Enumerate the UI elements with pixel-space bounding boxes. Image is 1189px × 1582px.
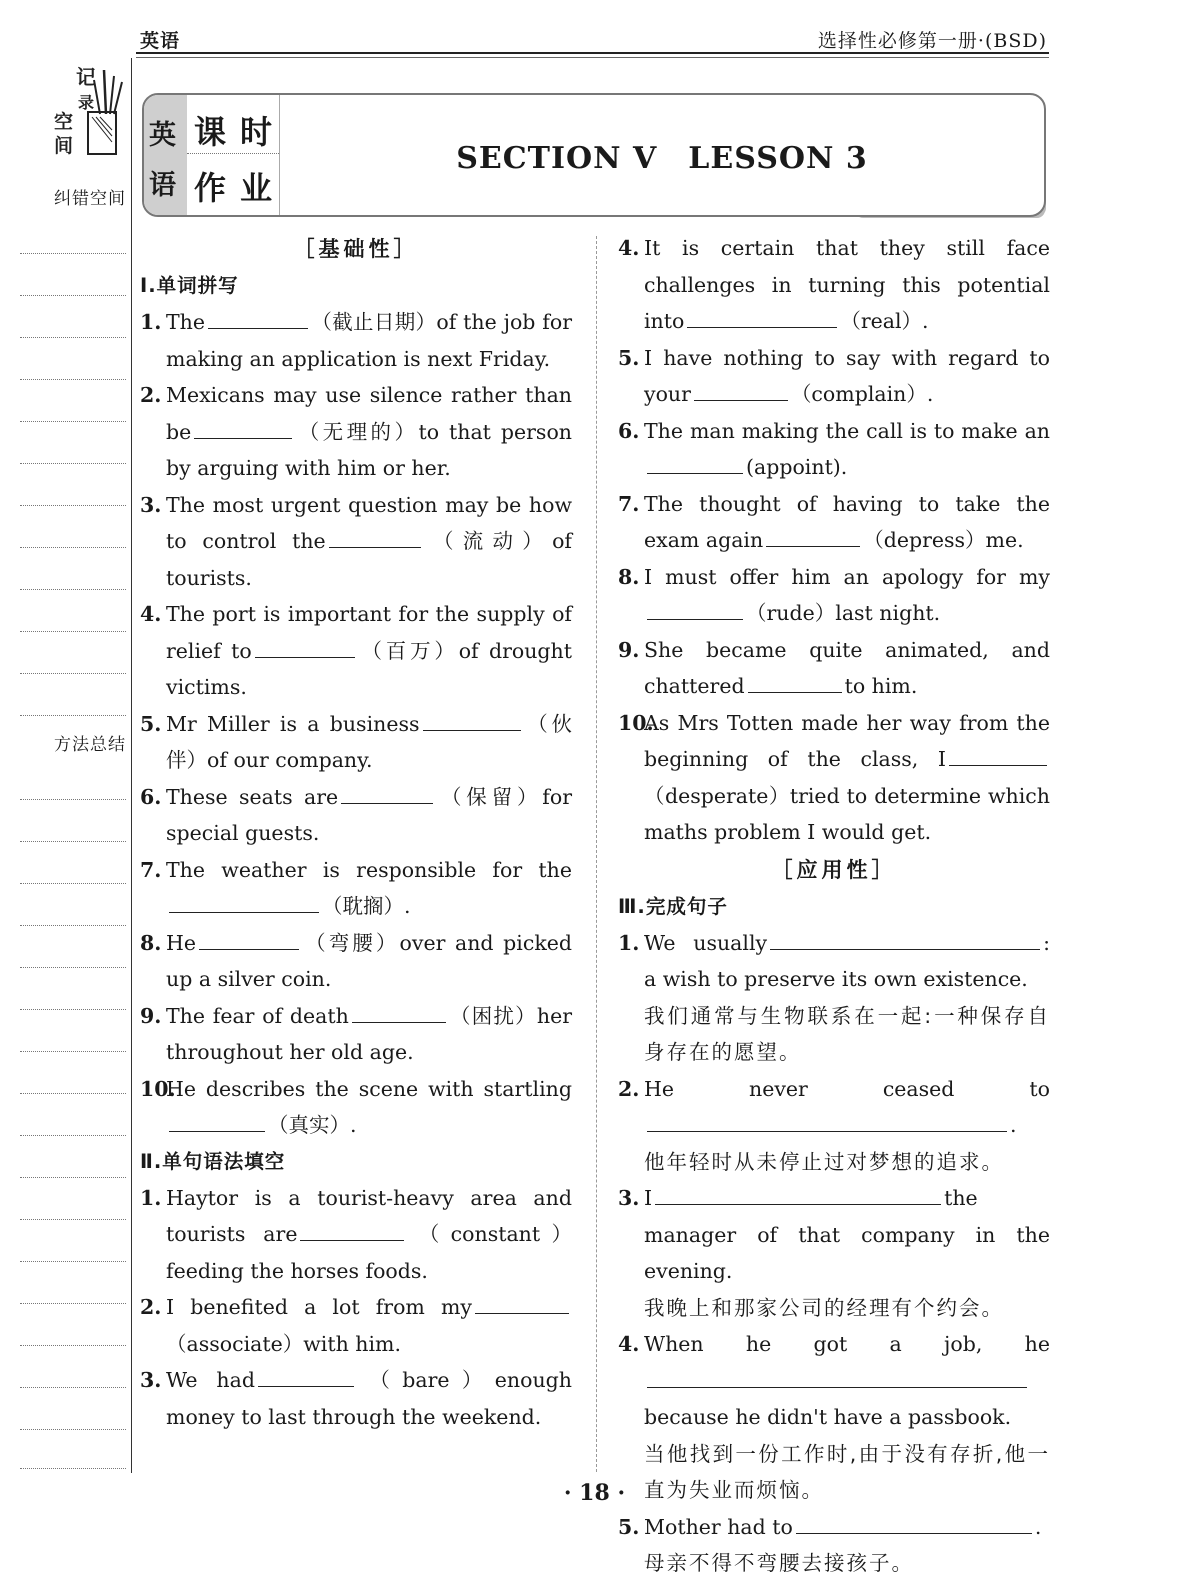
answer-blank[interactable] <box>208 308 308 329</box>
svg-text:记: 记 <box>76 65 96 89</box>
svg-text:间: 间 <box>54 135 74 157</box>
answer-blank[interactable] <box>694 380 788 401</box>
part-heading-sentences: Ⅲ.完成句子 <box>618 894 728 918</box>
item-text-before: When he got a job, he <box>644 1332 1050 1356</box>
chinese-translation: 我晚上和那家公司的经理有个约会。 <box>644 1295 1004 1320</box>
answer-blank[interactable] <box>655 1184 941 1205</box>
header-subject: 英语 <box>140 30 181 52</box>
answer-blank[interactable] <box>647 1111 1007 1132</box>
exercise-item <box>140 1071 572 1144</box>
item-text-after: （保留）for special guests. <box>166 784 572 845</box>
item-number: 1. <box>140 1185 162 1210</box>
chinese-translation: 他年轻时从未停止过对梦想的追求。 <box>644 1149 1004 1174</box>
part-heading-grammar: Ⅱ.单句语法填空 <box>140 1149 286 1173</box>
item-text-before: He <box>166 930 197 955</box>
answer-blank[interactable] <box>647 599 743 620</box>
item-number: 2. <box>618 1076 640 1101</box>
left-column <box>140 230 572 1435</box>
item-text-before: Haytor is a tourist-heavy area and tourists are <box>166 1185 572 1246</box>
exercise-item <box>140 706 572 779</box>
item-text-before: I must offer him an apology for my <box>644 564 1050 589</box>
exercise-item <box>140 377 572 487</box>
exercise-item <box>618 340 1050 413</box>
answer-blank[interactable] <box>949 745 1047 766</box>
sidebar-label-error-correction: 纠错空间 <box>54 189 126 209</box>
item-number: 8. <box>140 930 162 955</box>
svg-text:空: 空 <box>54 111 74 133</box>
answer-blank[interactable] <box>300 1220 404 1241</box>
item-number: 2. <box>140 1295 162 1319</box>
item-text-after: . <box>1034 1514 1042 1539</box>
exercise-item <box>618 632 1050 705</box>
grammar-exercise-list-continued <box>618 230 1050 851</box>
item-text-before: Mother had to <box>644 1514 793 1539</box>
grammar-exercise-list <box>140 1180 572 1436</box>
item-text-before: He never ceased to <box>644 1076 1050 1101</box>
answer-blank[interactable] <box>199 929 299 950</box>
item-text-before: The port is important for the supply of relief to <box>166 602 572 663</box>
answer-blank[interactable] <box>194 418 292 439</box>
item-text-before: The most urgent question may be how to control the <box>166 492 572 553</box>
item-text-after: （无理的）to that person by arguing with him or her. <box>166 419 572 480</box>
item-text-before: We had <box>166 1368 255 1392</box>
item-number: 9. <box>140 1003 162 1028</box>
item-number: 6. <box>618 418 640 443</box>
item-text-after: （耽搁）. <box>322 894 411 918</box>
item-text-after: （bare）enough money to last through the weekend. <box>166 1368 572 1429</box>
answer-blank[interactable] <box>352 1002 446 1023</box>
part-heading-spelling: Ⅰ.单词拼写 <box>140 274 239 297</box>
banner-divider <box>187 153 279 154</box>
answer-blank[interactable] <box>169 892 319 913</box>
item-number: 1. <box>140 310 162 334</box>
item-number: 3. <box>140 492 162 517</box>
answer-blank[interactable] <box>329 527 421 548</box>
exercise-item <box>618 925 1050 1071</box>
item-text-before: I <box>644 1186 653 1210</box>
item-number: 10. <box>140 1076 176 1101</box>
exercise-item <box>618 705 1050 851</box>
exercise-item <box>618 1509 1050 1582</box>
item-text-after: (appoint). <box>746 455 848 479</box>
spelling-exercise-list <box>140 304 572 1144</box>
item-text-before: The man making the call is to make an <box>644 418 1050 443</box>
banner-word-top: 课时 <box>194 113 287 151</box>
banner-word-bottom: 作业 <box>194 169 287 207</box>
banner-tag-top: 英 <box>149 120 176 151</box>
item-text-after: the manager of that company in the evening. <box>644 1186 1050 1283</box>
item-text-before: It is certain that they still face challenges in turning this potential into <box>644 236 1050 333</box>
chinese-translation: 当他找到一份工作时,由于没有存折,他一直为失业而烦恼。 <box>644 1441 1050 1502</box>
item-text-after: （截止日期）of the job for making an application is next Friday. <box>166 310 572 371</box>
item-text-after: （弯腰）over and picked up a silver coin. <box>166 930 572 991</box>
answer-blank[interactable] <box>423 710 521 731</box>
item-number: 4. <box>618 1332 640 1356</box>
item-text-before: Mexicans may use silence rather than be <box>166 383 572 444</box>
item-text-after: （depress）me. <box>863 528 1024 552</box>
item-number: 4. <box>140 602 162 626</box>
exercise-item <box>140 596 572 706</box>
item-text-before: The weather is responsible for the <box>166 857 572 882</box>
item-text-after: because he didn't have a passbook. <box>644 1405 1012 1429</box>
exercise-item <box>140 925 572 998</box>
item-number: 7. <box>618 491 640 516</box>
answer-blank[interactable] <box>687 307 837 328</box>
answer-blank[interactable] <box>341 783 433 804</box>
lesson-banner <box>142 93 1046 217</box>
exercise-item <box>140 1362 572 1435</box>
item-text-after: : a wish to preserve its own existence. <box>644 930 1050 991</box>
answer-blank[interactable] <box>258 1366 354 1387</box>
section-heading-apply: ［应用性］ <box>771 857 897 882</box>
item-text-before: As Mrs Totten made her way from the beginning of the class, I <box>644 710 1050 771</box>
exercise-item <box>140 998 572 1071</box>
item-text-after: （constant）feeding the horses foods. <box>166 1222 572 1283</box>
column-divider <box>596 236 597 1472</box>
item-text-before: The <box>166 310 206 334</box>
item-text-after: . <box>1010 1113 1017 1137</box>
svg-text:录: 录 <box>78 93 95 112</box>
exercise-item <box>618 413 1050 486</box>
exercise-item <box>140 487 572 597</box>
item-text-after: （困扰）her throughout her old age. <box>166 1003 572 1064</box>
page-title: SECTION Ⅴ LESSON 3 <box>456 141 868 176</box>
item-text-after: （真实）. <box>268 1113 357 1137</box>
item-text-after: （流动）of tourists. <box>166 529 572 590</box>
item-text-after: （rude）last night. <box>746 601 941 625</box>
answer-blank[interactable] <box>647 453 743 474</box>
answer-blank[interactable] <box>475 1293 569 1314</box>
answer-blank[interactable] <box>169 1111 265 1132</box>
exercise-item <box>140 1180 572 1290</box>
answer-blank[interactable] <box>255 637 355 658</box>
item-text-after: （伙伴）of our company. <box>166 711 573 772</box>
item-number: 5. <box>618 1514 640 1539</box>
item-text-after: （百万）of drought victims. <box>166 638 572 699</box>
exercise-item <box>618 559 1050 632</box>
answer-blank[interactable] <box>770 929 1040 950</box>
answer-blank[interactable] <box>748 672 842 693</box>
exercise-item <box>140 779 572 852</box>
item-number: 8. <box>618 564 640 589</box>
item-text-before: I have nothing to say with regard to your <box>644 345 1050 406</box>
item-number: 7. <box>140 857 162 882</box>
answer-blank[interactable] <box>647 1367 1027 1388</box>
item-text-after: （associate）with him. <box>166 1331 402 1356</box>
item-text-before: We usually <box>644 930 768 955</box>
item-number: 2. <box>140 383 162 407</box>
item-text-before: He describes the scene with startling <box>166 1076 572 1101</box>
header-book-title: 选择性必修第一册·(BSD) <box>817 30 1047 52</box>
exercise-item <box>140 1289 572 1362</box>
right-column <box>618 230 1050 1582</box>
item-text-before: The thought of having to take the exam again <box>644 491 1050 552</box>
item-text-before: I benefited a lot from my <box>166 1295 472 1319</box>
chinese-translation: 母亲不得不弯腰去接孩子。 <box>644 1551 914 1575</box>
item-number: 5. <box>618 345 640 370</box>
item-text-after: （real）. <box>840 309 929 333</box>
exercise-item <box>140 852 572 925</box>
item-text-after: （desperate）tried to determine which maths problem I would get. <box>644 783 1050 844</box>
exercise-item <box>140 304 572 377</box>
banner-tag-bottom: 语 <box>149 170 176 201</box>
answer-blank[interactable] <box>766 526 860 547</box>
header-rule-thin <box>136 57 1049 58</box>
chinese-translation: 我们通常与生物联系在一起:一种保存自身存在的愿望。 <box>644 1003 1050 1064</box>
item-number: 9. <box>618 637 640 662</box>
section-heading-basic: ［基础性］ <box>293 237 419 261</box>
item-text-before: These seats are <box>166 784 339 809</box>
page-number: · 18 · <box>563 1480 626 1506</box>
exercise-item <box>618 1071 1050 1181</box>
item-number: 3. <box>618 1186 640 1210</box>
item-number: 4. <box>618 236 640 260</box>
item-number: 6. <box>140 784 162 809</box>
answer-blank[interactable] <box>796 1513 1032 1534</box>
item-number: 3. <box>140 1368 162 1392</box>
notes-space-logo-icon <box>48 62 130 162</box>
sidebar-divider <box>131 58 132 1473</box>
item-text-after: （complain）. <box>790 382 934 406</box>
exercise-item <box>618 230 1050 340</box>
item-number: 10. <box>618 710 654 735</box>
item-text-before: Mr Miller is a business <box>166 711 420 736</box>
item-number: 1. <box>618 930 640 955</box>
item-number: 5. <box>140 711 162 736</box>
item-text-after: to him. <box>844 674 918 698</box>
header-rule <box>136 52 1049 54</box>
item-text-before: She became quite animated, and chattered <box>644 637 1050 698</box>
exercise-item <box>618 486 1050 559</box>
exercise-item <box>618 1180 1050 1326</box>
sidebar-label-method-summary: 方法总结 <box>54 735 126 755</box>
item-text-before: The fear of death <box>166 1003 349 1028</box>
